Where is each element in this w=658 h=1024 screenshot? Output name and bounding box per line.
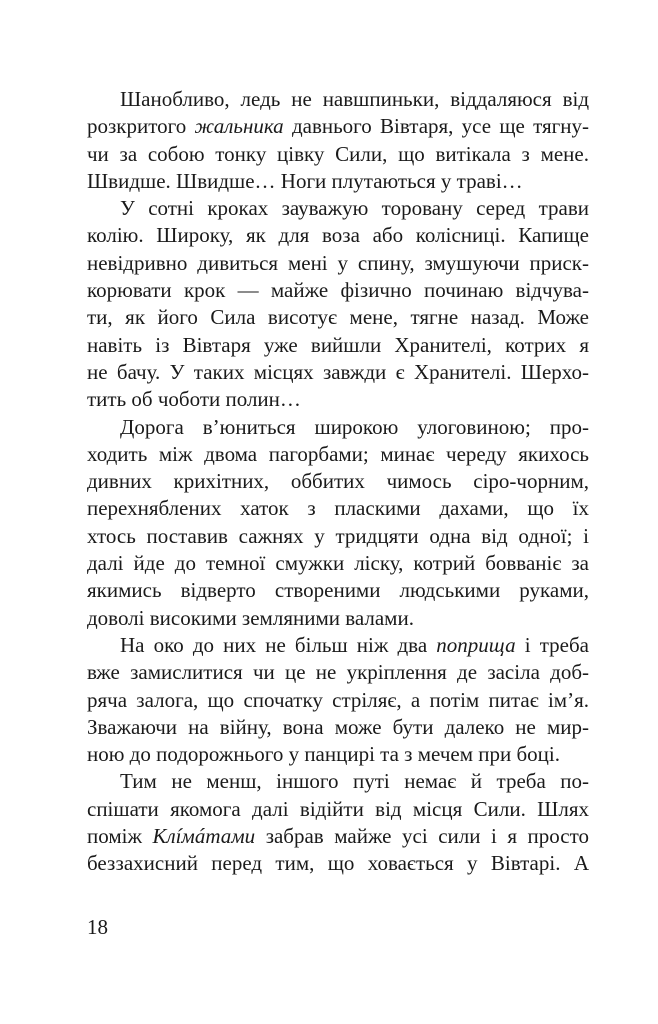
paragraph-line: колію. Широку, як для воза або колісниці. Капище (87, 223, 589, 248)
paragraph-line: ти, як його Сила висотує мене, тягне назад. Може (87, 305, 589, 330)
body-text (87, 86, 589, 878)
paragraph-line: корювати крок — майже фізично починаю відчува- (87, 278, 589, 303)
paragraph-first-line: Дорога в’юниться широкою улоговиною; про- (120, 414, 589, 439)
paragraph-line: навіть із Вівтаря уже вийшли Хранителі, котрих я (87, 332, 589, 357)
paragraph-line: Швидше. Швидше… Ноги плутаються у траві… (87, 168, 523, 193)
paragraph-line: якимись відверто створеними людськими руками, (87, 578, 589, 603)
paragraph-first-line: На око до них не більш ніж два поприща і треба (120, 632, 589, 657)
paragraph-line: перехняблених хаток з пласкими дахами, що їх (87, 496, 589, 521)
paragraph-line: далі йде до темної смужки ліску, котрий бовваніє за (87, 551, 589, 576)
paragraph-line: хтось поставив сажнях у тридцяти одна від одної; і (87, 523, 589, 548)
paragraph-line: не бачу. У таких місцях завжди є Хранителі. Шерхо- (87, 359, 589, 384)
paragraph-line: ною до подорожнього у панцирі та з мечем при боці. (87, 742, 560, 767)
paragraph-line: доволі високими земляними валами. (87, 605, 414, 630)
paragraph-line: чи за собою тонку цівку Сили, що витікала з мене. (87, 141, 589, 166)
paragraph-line: тить об чоботи полин… (87, 387, 301, 412)
paragraph-line: спішати якомога далі відійти від місця Сили. Шлях (87, 796, 589, 821)
paragraph-first-line: Тим не менш, іншого путі немає й треба по- (120, 769, 589, 794)
paragraph-first-line: У сотні кроках зауважую торовану серед трави (120, 196, 589, 221)
italic-term: жальника (194, 114, 284, 139)
paragraph-line: дивних крихітних, оббитих чимось сіро-чорним, (87, 469, 589, 494)
paragraph-line: розкритого жальника давнього Вівтаря, усе ще тягну- (87, 114, 589, 139)
paragraph-line: невідривно дивиться мені у спину, змушуючи приск- (87, 250, 589, 275)
italic-term: Клíмáтами (152, 824, 256, 849)
page-number: 18 (87, 915, 108, 939)
paragraph-line: ряча залога, що спочатку стріляє, а потім питає ім’я. (87, 687, 589, 712)
paragraph-first-line: Шанобливо, ледь не навшпиньки, віддаляюся від (120, 87, 589, 111)
italic-term: поприща (436, 632, 516, 657)
paragraph-line: поміж Клíмáтами забрав майже усі сили і я просто (87, 824, 589, 849)
paragraph-line: ходить між двома пагорбами; минає череду якихось (87, 441, 589, 466)
paragraph-line: вже замислитися чи це не укріплення де засіла доб- (87, 660, 589, 685)
paragraph-line: Зважаючи на війну, вона може бути далеко не мир- (87, 714, 589, 739)
paragraph-line: беззахисний перед тим, що ховається у Вівтарі. А (87, 851, 589, 876)
